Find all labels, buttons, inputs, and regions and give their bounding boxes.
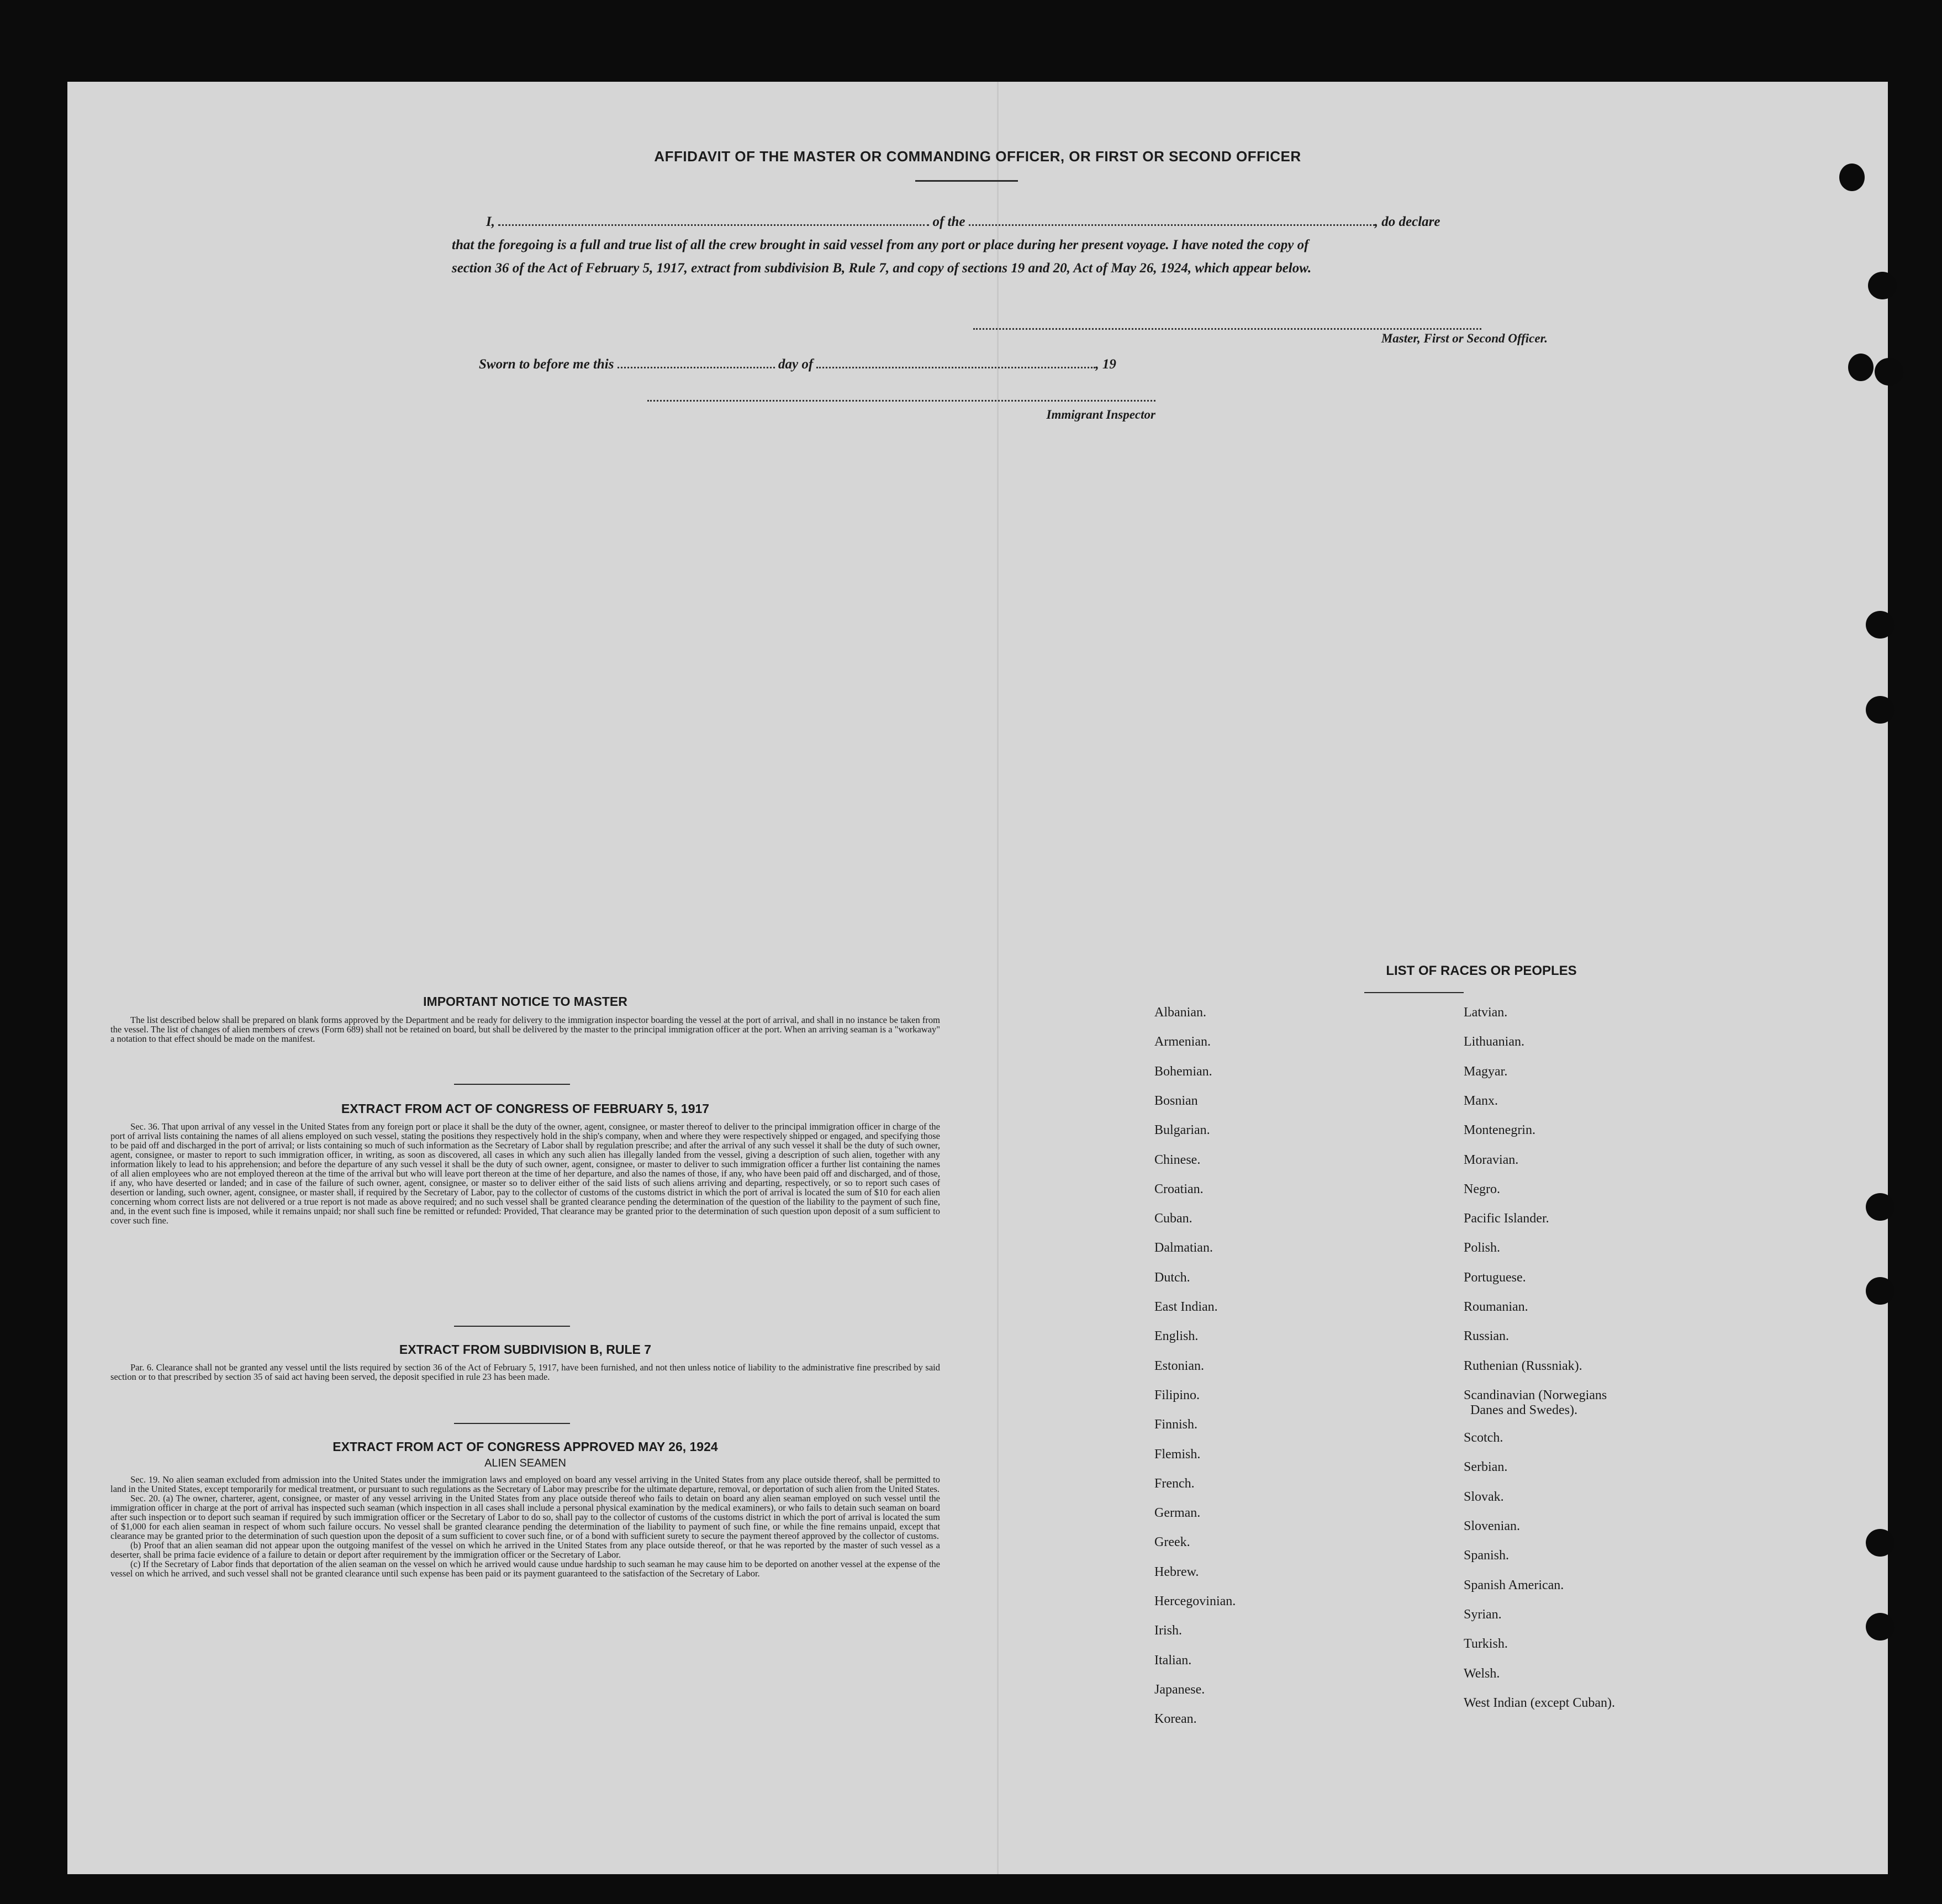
race-item: Japanese. xyxy=(1154,1682,1205,1697)
rule-7-title: EXTRACT FROM SUBDIVISION B, RULE 7 xyxy=(399,1342,652,1357)
race-item: Roumanian. xyxy=(1464,1300,1528,1314)
race-item: Irish. xyxy=(1154,1623,1182,1638)
race-item: Syrian. xyxy=(1464,1607,1502,1622)
affidavit-declare: , do declare xyxy=(1374,214,1440,229)
race-item: Welsh. xyxy=(1464,1666,1500,1681)
affidavit-i: I, xyxy=(486,214,495,229)
affidavit-line-2: that the foregoing is a full and true list of all the crew brought in said vessel from any port or place during her present voyage. I have noted the copy of xyxy=(452,238,1309,252)
extract-1924-title: EXTRACT FROM ACT OF CONGRESS APPROVED MAY 26, 1924 xyxy=(333,1439,718,1454)
race-item: Italian. xyxy=(1154,1653,1192,1668)
punch-hole xyxy=(1868,272,1897,299)
sec-36-paragraph: Sec. 36. That upon arrival of any vessel in the United States from any foreign port or place it shall be the duty of the owner, agent, consignee, or master thereof to deliver to the principal immigration officer in charge of the port of arrival lists containing the names of all aliens employed on such vessel, stating the positions they respectively hold in the ship's company, when and where they were respectively shipped or engaged, and specifying those to be paid off and discharged in the port of arrival; or lists containing so much of such information as the Secretary of Labor shall by regulation prescribe; and after the arrival of any such vessel it shall be the duty of such owner, agent, consignee, or master to report to such immigration officer, in writing, as soon as discovered, all cases in which any such alien has illegally landed from the vessel, giving a description of such alien, together with any information likely to lead to his apprehension; and before the departure of any such vessel it shall be the duty of such owner, agent, consignee, or master to deliver to such immigration officer a further list containing the names of all alien employees who are not employed thereon at the time of the arrival but who will leave port thereon at the time of her departure, and also the names of those, if any, who have been paid off and discharged, and of those, if any, who have deserted or landed; and in case of the failure of such owner, agent, consignee, or master so to deliver either of the said lists of such aliens arriving and departing, respectively, or so to report such cases of desertion or landing, such owner, agent, consignee, or master shall, if required by the Secretary of Labor, pay to the collector of customs of the customs district in which the port of arrival is located the sum of $10 for each alien concerning whom correct lists are not delivered or a true report is not made as above required; and no such vessel shall be granted clearance pending the determination of the question of the liability to the payment of such fine, and, in the event such fine is imposed, while it remains unpaid; nor shall such fine be remitted or refunded: Provided, That clearance may be granted prior to the determination of such question upon deposit of a sum sufficient to cover such fine. xyxy=(110,1121,940,1226)
punch-hole xyxy=(1875,358,1903,386)
races-title: LIST OF RACES OR PEOPLES xyxy=(1386,963,1577,978)
race-item: English. xyxy=(1154,1329,1199,1344)
divider-2 xyxy=(454,1326,570,1327)
divider-1 xyxy=(454,1084,570,1085)
race-item: Lithuanian. xyxy=(1464,1035,1524,1049)
race-item: Slovenian. xyxy=(1464,1519,1520,1534)
race-item: Polish. xyxy=(1464,1241,1501,1256)
race-item: Magyar. xyxy=(1464,1064,1508,1079)
par-6-paragraph: Par. 6. Clearance shall not be granted any vessel until the lists required by section 36 of the Act of February 5, 1917, have been furnished, and not then unless notice of liability to the administrative fine prescribed by said section or to that prescribed by section 35 of said act having been served, the deposit specified in rule 23 has been made. xyxy=(110,1362,940,1382)
affidavit-title: AFFIDAVIT OF THE MASTER OR COMMANDING OFFICER, OR FIRST OR SECOND OFFICER xyxy=(654,148,1301,165)
race-item: French. xyxy=(1154,1476,1195,1491)
signer-label: Master, First or Second Officer. xyxy=(1381,331,1548,345)
extract-1917-title: EXTRACT FROM ACT OF CONGRESS OF FEBRUARY 5, 1917 xyxy=(341,1101,710,1116)
race-item: Filipino. xyxy=(1154,1388,1200,1402)
race-item: Serbian. xyxy=(1464,1460,1508,1475)
page-fold xyxy=(997,82,999,1874)
name-blank[interactable] xyxy=(498,224,929,226)
extract-1917-text xyxy=(110,1122,940,1225)
sec-20c-paragraph: (c) If the Secretary of Labor finds that deportation of the alien seaman on the vessel on which he arrived would cause undue hardship to such seaman he may cause him to be deported on another vessel at the expense of the vessel on which he arrived, and such vessel shall not be granted clearance until such expense has been paid or its payment guaranteed to the satisfaction of the Secretary of Labor. xyxy=(110,1559,940,1579)
race-item: Turkish. xyxy=(1464,1637,1508,1652)
race-item: Moravian. xyxy=(1464,1152,1519,1167)
race-item: Finnish. xyxy=(1154,1417,1198,1432)
race-item: Korean. xyxy=(1154,1712,1197,1727)
sec-19-paragraph: Sec. 19. No alien seaman excluded from admission into the United States under the immigration laws and employed on board any vessel arriving in the United States from any place outside thereof, shall be permitted to land in the United States, except temporarily for medical treatment, or pursuant to such regulations as the Secretary of Labor may prescribe for the ultimate departure, removal, or deportation of such alien from the United States. xyxy=(110,1474,940,1494)
punch-hole xyxy=(1839,163,1865,191)
rule-7-text xyxy=(110,1363,940,1381)
race-item: Dalmatian. xyxy=(1154,1241,1213,1256)
punch-hole xyxy=(1866,611,1894,639)
race-item: Armenian. xyxy=(1154,1035,1211,1049)
notice-text xyxy=(110,1015,940,1043)
race-item: Bulgarian. xyxy=(1154,1123,1210,1138)
sworn-prefix: Sworn to before me this xyxy=(479,357,614,372)
race-item: Russian. xyxy=(1464,1329,1510,1344)
affidavit-of-the: of the xyxy=(932,214,965,229)
punch-hole xyxy=(1866,1277,1894,1305)
race-item: Chinese. xyxy=(1154,1152,1201,1167)
notice-title: IMPORTANT NOTICE TO MASTER xyxy=(423,994,627,1009)
race-item: Montenegrin. xyxy=(1464,1123,1535,1138)
sworn-day-of: day of xyxy=(778,357,814,372)
race-item: Ruthenian (Russniak). xyxy=(1464,1358,1582,1373)
punch-hole xyxy=(1848,354,1874,381)
vessel-blank[interactable] xyxy=(969,224,1375,226)
race-item: Bohemian. xyxy=(1154,1064,1212,1079)
race-item: Cuban. xyxy=(1154,1211,1192,1226)
sec-20b-paragraph: (b) Proof that an alien seaman did not appear upon the outgoing manifest of the vessel on which he arrived in the United States from any place outside thereof, or that he was reported by the master of such vessel as a deserter, shall be prima facie evidence of a failure to detain or deport after requirement by the immigration officer or the Secretary of Labor. xyxy=(110,1540,940,1560)
race-item: West Indian (except Cuban). xyxy=(1464,1695,1615,1710)
notice-paragraph: The list described below shall be prepared on blank forms approved by the Department and be ready for delivery to the immigration inspector boarding the vessel at the port of arrival, and shall in no instance be taken from the vessel. The list of changes of alien members of crews (Form 689) shall not be retained on board, but shall be delivered by the master to the principal immigration officer at the port. When an arriving seaman is a "workaway" a notation to that effect should be made on the manifest. xyxy=(110,1015,940,1044)
sworn-month-blank[interactable] xyxy=(816,367,1095,368)
race-item: Flemish. xyxy=(1154,1447,1201,1462)
race-item: German. xyxy=(1154,1506,1201,1521)
sec-20a-paragraph: Sec. 20. (a) The owner, charterer, agent, consignee, or master of any vessel arriving in the United States from any place outside thereof who fails to detain on board any alien seaman employed on such vessel until the immigration officer in charge at the port of arrival has inspected such seaman (which inspection in all cases shall include a personal physical examination by the medical examiners), or who fails to detain such seaman on board after such inspection or to deport such seaman if required by such immigration officer or the Secretary of Labor to do so, shall pay to the collector of customs of the customs district in which the port of arrival is located the sum of $1,000 for each alien seaman in respect of whom such failure occurs. No vessel shall be granted clearance pending the determination of the liability to payment of such fine, or while the fine remains unpaid, except that clearance may be granted prior to the determination of such question upon the deposit of a sum sufficient to cover such fine, or of a bond with sufficient surety to secure the payment thereof approved by the collector of customs. xyxy=(110,1493,940,1541)
extract-1924-text xyxy=(110,1475,940,1578)
affidavit-line-1 xyxy=(486,214,1550,230)
punch-hole xyxy=(1866,1193,1894,1221)
punch-hole xyxy=(1866,696,1894,724)
races-divider xyxy=(1364,992,1464,993)
race-item: Scotch. xyxy=(1464,1431,1503,1446)
race-item: Portuguese. xyxy=(1464,1270,1526,1285)
divider-3 xyxy=(454,1423,570,1424)
inspector-signature-line[interactable] xyxy=(647,394,1155,404)
punch-hole xyxy=(1866,1613,1894,1641)
race-item: Scandinavian (Norwegians Danes and Swedes). xyxy=(1464,1388,1607,1417)
race-item: Spanish American. xyxy=(1464,1578,1564,1592)
race-item: Slovak. xyxy=(1464,1489,1504,1504)
race-item: Albanian. xyxy=(1154,1005,1206,1020)
sworn-year: , 19 xyxy=(1095,357,1116,372)
race-item: Estonian. xyxy=(1154,1358,1204,1373)
race-item: Hebrew. xyxy=(1154,1564,1199,1579)
document-page xyxy=(67,82,1888,1874)
race-item: Latvian. xyxy=(1464,1005,1508,1020)
race-item: Manx. xyxy=(1464,1093,1498,1108)
alien-seamen-subtitle: ALIEN SEAMEN xyxy=(484,1457,566,1469)
race-item: Greek. xyxy=(1154,1535,1190,1550)
sworn-day-blank[interactable] xyxy=(618,367,775,368)
punch-hole xyxy=(1866,1529,1894,1557)
race-item: Dutch. xyxy=(1154,1270,1190,1285)
sworn-line xyxy=(479,357,1252,372)
title-underline xyxy=(915,180,1018,182)
race-item: Spanish. xyxy=(1464,1548,1510,1563)
race-item: Pacific Islander. xyxy=(1464,1211,1549,1226)
race-item: Bosnian xyxy=(1154,1093,1198,1108)
race-item: Negro. xyxy=(1464,1182,1500,1196)
race-item: East Indian. xyxy=(1154,1300,1218,1314)
inspector-label: Immigrant Inspector xyxy=(1046,408,1155,421)
race-item: Hercegovinian. xyxy=(1154,1594,1236,1608)
affidavit-line-3: section 36 of the Act of February 5, 1917, extract from subdivision B, Rule 7, and copy of sections 19 and 20, Act of May 26, 1924, which appear below. xyxy=(452,261,1312,276)
race-item: Croatian. xyxy=(1154,1182,1204,1196)
